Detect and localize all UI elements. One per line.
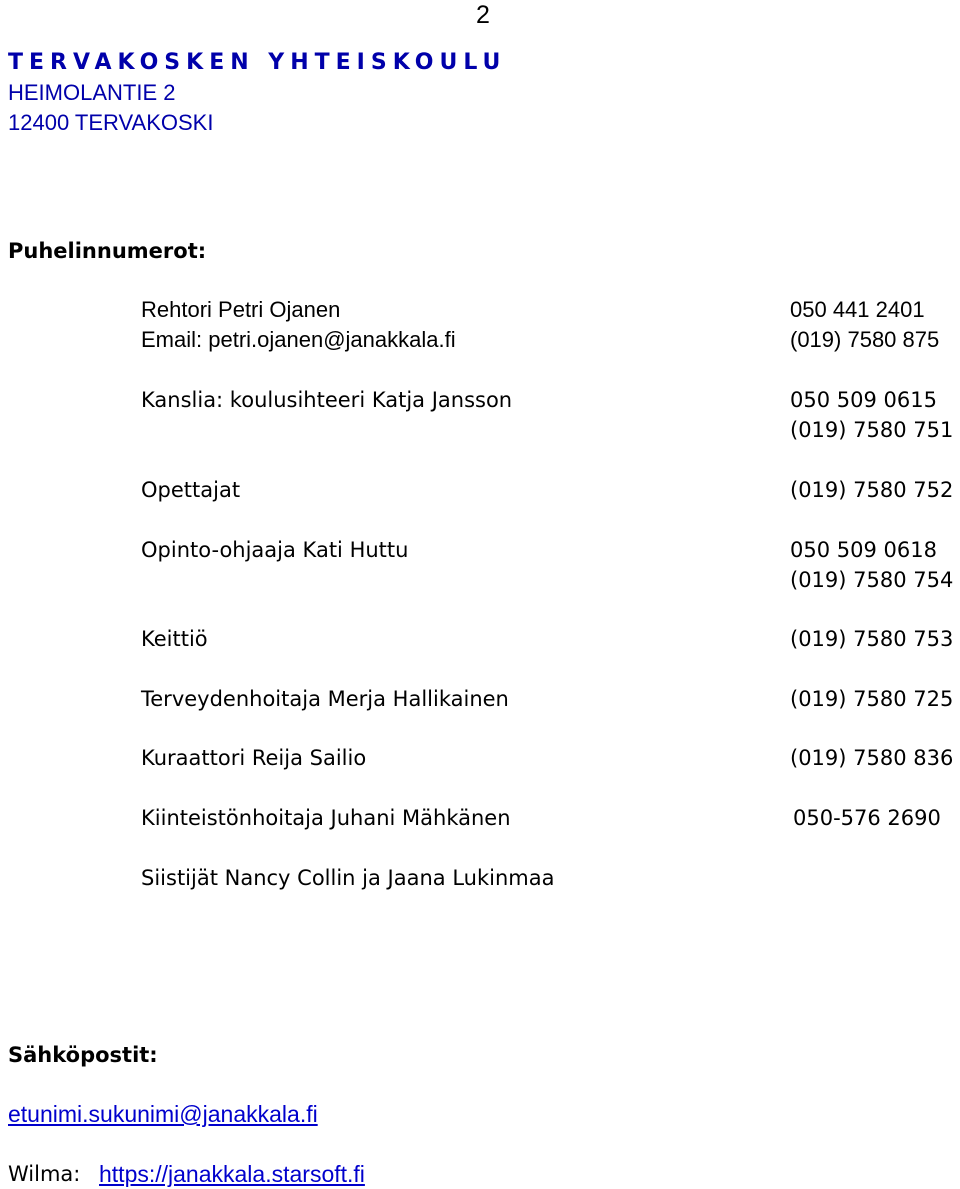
email-pattern-link[interactable]: etunimi.sukunimi@janakkala.fi bbox=[8, 1101, 318, 1127]
wilma-link[interactable]: https://janakkala.starsoft.fi bbox=[99, 1161, 365, 1187]
phone-number-caretaker: 050-576 2690 bbox=[793, 806, 941, 830]
phone-number-principal-2: (019) 7580 875 bbox=[790, 327, 940, 352]
phone-label-cleaners: Siistijät Nancy Collin ja Jaana Lukinmaa bbox=[141, 866, 555, 890]
school-name: TERVAKOSKEN YHTEISKOULU bbox=[8, 50, 507, 75]
wilma-label: Wilma: bbox=[8, 1162, 81, 1186]
phone-number-nurse: (019) 7580 725 bbox=[790, 687, 954, 711]
phone-label-teachers: Opettajat bbox=[141, 478, 241, 502]
phone-label-office: Kanslia: koulusihteeri Katja Jansson bbox=[141, 388, 513, 412]
phone-label-nurse: Terveydenhoitaja Merja Hallikainen bbox=[141, 687, 509, 711]
phone-number-teachers: (019) 7580 752 bbox=[790, 478, 954, 502]
phone-label-caretaker: Kiinteistönhoitaja Juhani Mähkänen bbox=[141, 806, 511, 830]
page-number: 2 bbox=[476, 1, 490, 29]
phone-number-counselor: 050 509 0618 bbox=[790, 538, 937, 562]
phone-label-principal: Rehtori Petri Ojanen bbox=[141, 297, 341, 322]
school-street: HEIMOLANTIE 2 bbox=[8, 80, 176, 105]
phone-number-office-2: (019) 7580 751 bbox=[790, 418, 954, 442]
phone-number-counselor-2: (019) 7580 754 bbox=[790, 568, 954, 592]
phones-heading: Puhelinnumerot: bbox=[8, 239, 207, 263]
phone-label-kitchen: Keittiö bbox=[141, 627, 208, 651]
phone-label-curator: Kuraattori Reija Sailio bbox=[141, 746, 367, 770]
phone-number-principal: 050 441 2401 bbox=[790, 297, 925, 322]
phone-label-counselor: Opinto-ohjaaja Kati Huttu bbox=[141, 538, 409, 562]
school-postal: 12400 TERVAKOSKI bbox=[8, 110, 214, 135]
emails-heading: Sähköpostit: bbox=[8, 1043, 158, 1067]
phone-label-principal-email: Email: petri.ojanen@janakkala.fi bbox=[141, 327, 456, 352]
phone-number-kitchen: (019) 7580 753 bbox=[790, 627, 954, 651]
phone-number-office: 050 509 0615 bbox=[790, 388, 937, 412]
phone-number-curator: (019) 7580 836 bbox=[790, 746, 954, 770]
